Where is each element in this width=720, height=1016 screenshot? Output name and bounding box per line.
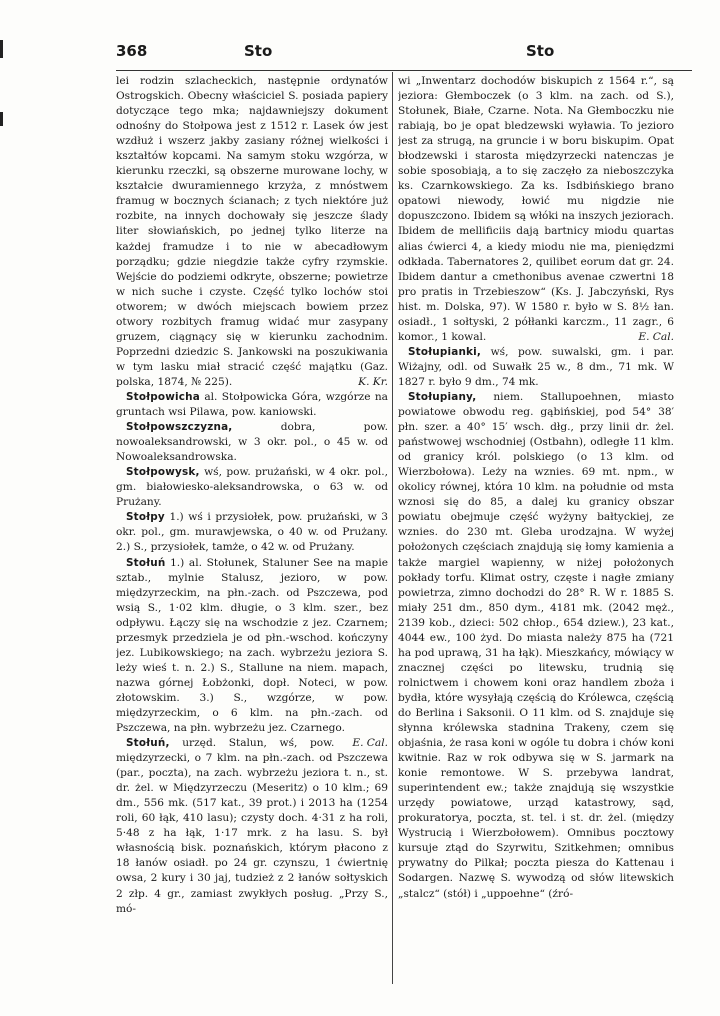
entry-headword: Stołupiany, [408,390,477,403]
running-head-right: Sto [526,42,555,60]
dictionary-entry [116,736,388,917]
entry-text: niem. Stallupoehnen, miasto powiatowe obwodu reg. gąbińskiej, pod 54° 38′ płn. szer. a 40° 15′ wsch. dłg., przy linii dr. żel. państwowej wschodniej (Ostbahn), odległe 11 klm. od granicy król. polskiego (o 13 klm. od Wierzbołowa). Leży na wznies. 69 mt. npm., w okolicy równej, która 10 klm. na południe od msta wznosi się do 85, a dalej ku granicy obszar powiatu obejmuje część wyżyny bałtyckiej, ze wznies. do 230 mt. Gleba urodzajna. W wyżej położonych częściach znajdują się łomy kamienia a także margiel wapienny, w niżej położonych pokłady torfu. Klimat ostry, częste i nagłe zmiany powietrza, zimno dochodzi do 28° R. W r. 1885 S. miały 251 dm., 850 dym., 4181 mk. (2042 męż., 2139 kob., dzieci: 502 chłop., 654 dziew.), 23 kat., 4044 ew., 100 żyd. Do miasta należy 875 ha (721 ha pod uprawą, 31 ha łąk). Mieszkańcy, mówiący w znacznej części po litewsku, trudnią się rolnictwem i chowem koni oraz handlem zboża i bydła, które wysyłają częścią do Królewca, częścią do Berlina i Saksonii. O 11 klm. od S. znajduje się słynna królewska stadnina Trakeny, czem się objaśnia, że rasa koni w ogóle tu dobra i chów koni kwitnie. Raz w rok odbywa się w S. jarmark na konie remontowe. W S. przebywa landrat, superintendent ew.; także znajdują się wszystkie urzędy powiatowe, urząd katastrowy, sąd, prokuratorya, poczta, st. tel. i st. dr. żel. (między Wystrucią i Wierzbołowem). Omnibus pocztowy kursuje ztąd do Szyrwitu, Szitkehmen; omnibus prywatny do Pilkał; poczta piesza do Kattenau i Sodargen. Nazwę S. wywodzą od słów litewskich „stalcz“ (stół) i „uppoehne“ (źró- [398,390,674,900]
right-column [398,74,674,982]
entry-headword: Stołpy [126,511,165,524]
dictionary-entry [116,556,388,750]
dictionary-entry [398,390,674,902]
entry-text: wś, pow. prużański, w 4 okr. pol., gm. białowiesko-aleksandrowska, o 63 w. od Prużany. [116,466,388,509]
author-signature: K. Kr. [358,375,388,388]
entry-text: dobra, pow. nowoaleksandrowski, w 3 okr. pol., o 45 w. od Nowoaleksandrowska. [116,421,388,464]
entry-text: 1.) wś i przysiołek, pow. prużański, w 3 okr. pol., gm. murawjewska, o 40 w. od Prużany. 2.) S., przysiołek, tamże, o 42 w. od Prużany. [116,511,388,554]
scan-edge-mark [0,112,3,126]
column-divider [392,72,393,984]
entry-text: 1.) al. Stołunek, Staluner See na mapie sztab., mylnie Stalusz, jezioro, w pow. międzyrzeckim, na płn.-zach. od Pszczewa, pod wsią S., 1·02 klm. długie, o 3 klm. szer., bez odpływu. Łączy się na wschodzie z jez. Czarnem; przesmyk przedziela je od płn.-wschod. kończyny jez. Lubikowskiego; na zach. wybrzeżu jeziora S. leży wieś t. n. 2.) S., Stallune na niem. mapach, nazwa górnej Łobżonki, dopł. Noteci, w pow. złotowskim. 3.) S., wzgórze, w pow. międzyrzeckim, o 6 klm. na płn.-zach. od Pszczewa, na płn. wybrzeżu jez. Czarnego. [116,556,388,735]
entry-text: al. Stołpowicka Góra, wzgórze na gruntach wsi Pilawa, pow. kaniowski. [116,390,388,419]
entry-text: wś, pow. suwalski, gm. i par. Wiżajny, odl. od Suwałk 25 w., 8 dm., 71 mk. W 1827 r. było 9 dm., 74 mk. [398,345,674,388]
entry-headword: Stołpowszczyzna, [126,421,233,434]
dictionary-entry [398,74,674,345]
entry-headword: Stołuń [126,556,166,569]
entry-headword: Stołpowysk, [126,466,200,479]
left-column [116,74,388,982]
entry-headword: Stołuń, [126,737,170,750]
dictionary-entry [116,390,388,420]
entry-text: lei rodzin szlacheckich, następnie ordynatów Ostrogskich. Obecny właściciel S. posiada papiery dotyczące tego mka; najdawniejszy dokument odnośny do Stołpowa jest z 1512 r. Lasek ów jest wzdłuż i wszerz jakby zasiany różnej wielkości i kształtów kopcami. Na samym stoku wzgórza, w kierunku rzeczki, są obszerne murowane lochy, w kształcie dwuramiennego krzyża, z mnóstwem framug w bocznych ścianach; z tych niektóre już rozbite, na innych dochowały się jeszcze ślady liter słowiańskich, po jednej tylko literze na każdej framudze i to nie w abecadłowym porządku; gdzie niegdzie także cyfry rzymskie. Wejście do podziemi odkryte, obszerne; powietrze w nich suche i czyste. Część tylko lochów stoi otworem; w dwóch miejscach bowiem przez otwory rozbitych framug widać mur zasypany gruzem, ciągnący się w kierunku zachodnim. Poprzedni dziedzic S. Jankowski na poszukiwania w tym lasku miał stracić część majątku (Gaz. polska, 1874, № 225). [116,75,388,388]
author-signature: E. Cal. [352,737,388,750]
entry-text: wi „Inwentarz dochodów biskupich z 1564 r.“, są jeziora: Głemboczek (o 3 klm. na zach. od S.), Stołunek, Białe, Czarne. Nota. Na Głemboczku nie rabiają, bo je opat bledzewski wyławia. To jezioro jest za strugą, na gruncie i w boru biskupim. Opat błodzewski i starosta międzyrzecki natenczas je sobie sposobiają, a to się zaczęło za nieboszczyka ks. Czarnkowskiego. Za ks. Isdbińskiego brano opatowi niewody, łowić mu nigdzie nie dopuszczono. Ibidem są włóki na inszych jeziorach. Ibidem de mellificiis dają bartnicy miodu quartas alias ćwierci 4, a kiedy miodu nie ma, pieniędzmi odkłada. Tabernatores 2, quilibet eorum dat gr. 24. Ibidem dantur a cmethonibus avenae czwertni 18 pro pratis in Trzebieszow“ (Ks. J. Jabczyński, Rys hist. m. Dolska, 97). W 1580 r. było w S. 8½ łan. osiadł., 1 sołtyski, 2 półłanki karczm., 11 zagr., 6 komor., 1 kowal. [398,75,674,343]
author-signature: E. Cal. [638,330,674,343]
page-number: 368 [116,42,148,60]
dictionary-entry [116,420,388,465]
entry-headword: Stołpowicha [126,390,200,403]
dictionary-entry [116,465,388,510]
entry-text: urzęd. Stalun, wś, pow. międzyrzecki, o 7 klm. na płn.-zach. od Pszczewa (par., poczta), na zach. wybrzeżu jeziora t. n., st. dr. żel. w Międzyrzeczu (Meseritz) o 10 klm.; 69 dm., 556 mk. (517 kat., 39 prot.) i 2013 ha (1254 roli, 60 łąk, 410 lasu); czysty doch. 4·31 z ha roli, 5·48 z ha łąk, 1·17 mrk. z ha lasu. S. był własnością bisk. poznańskich, którym płacono z 18 łanów osiadł. po 24 gr. czynszu, 1 ćwiertnię owsa, 2 kury i 30 jaj, tudzież z 2 łanów sołtyskich 2 złp. 4 gr., zamiast zwykłych posług. „Przy S., mó- [116,737,388,915]
header-rule [116,70,692,71]
dictionary-entry [398,345,674,390]
running-head-left: Sto [244,42,273,60]
scan-edge-mark [0,40,3,58]
dictionary-entry [116,74,388,390]
page-header [116,38,692,64]
dictionary-entry [116,510,388,555]
entry-headword: Stołupianki, [408,345,482,358]
